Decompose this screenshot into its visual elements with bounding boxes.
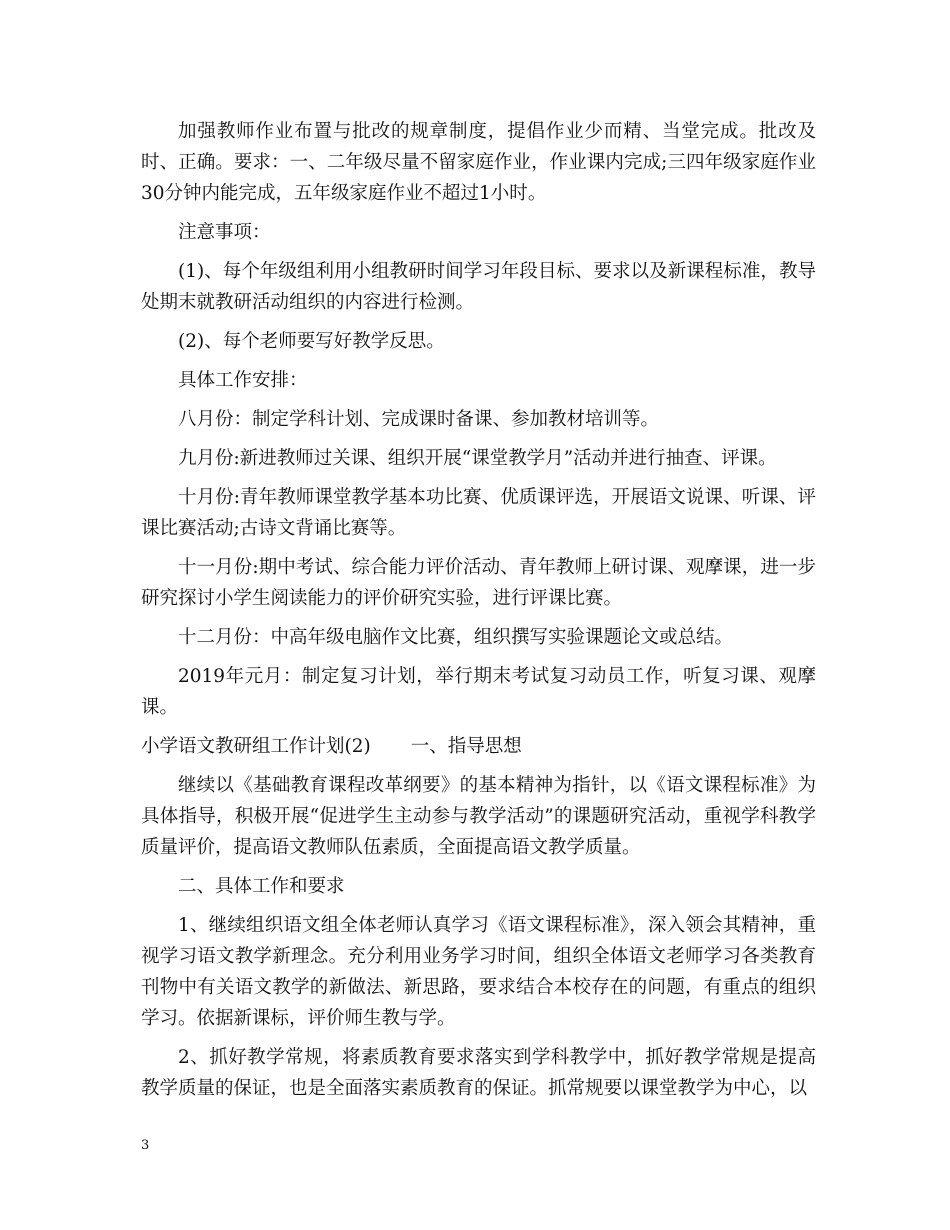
paragraph-december: 十二月份：中高年级电脑作文比赛，组织撰写实验课题论文或总结。 <box>178 627 734 648</box>
paragraph-guiding-ideas: 继续以《基础教育课程改革纲要》的基本精神为指针，以《语文课程标准》为具体指导，积极开展“促进学生主动参与教学活动”的课题研究活动，重视学科教学质量评价，提高语文教师队伍素质，全面提高语文教学质量。 <box>141 775 816 858</box>
paragraph-january: 2019年元月：制定复习计划，举行期末考试复习动员工作，听复习课、观摩课。 <box>141 666 816 718</box>
document-body <box>141 116 816 1112</box>
paragraph-item-2: 2、抓好教学常规，将素质教育要求落实到学科教学中，抓好教学常规是提高教学质量的保证，也是全面落实素质教育的保证。抓常规要以课堂教学为中心，以 <box>141 1047 816 1099</box>
paragraph-item-1: 1、继续组织语文组全体老师认真学习《语文课程标准》，深入领会其精神，重视学习语文教学新理念。充分利用业务学习时间，组织全体语文老师学习各类教育刊物中有关语文教学的新做法、新思路，要求结合本校存在的问题，有重点的组织学习。依据新课标，评价师生教与学。 <box>141 915 816 1029</box>
page-number: 3 <box>141 1138 150 1153</box>
section-heading <box>141 731 816 762</box>
paragraph-september: 九月份:新进教师过关课、组织开展“课堂教学月”活动并进行抽查、评课。 <box>178 448 777 469</box>
section-title: 小学语文教研组工作计划(2) <box>141 736 371 757</box>
paragraph-schedule-heading: 具体工作安排： <box>178 370 308 391</box>
paragraph-homework-rules: 加强教师作业布置与批改的规章制度，提倡作业少而精、当堂完成。批改及时、正确。要求：一、二年级尽量不留家庭作业，作业课内完成;三四年级家庭作业30分钟内能完成，五年级家庭作业不超过1小时。 <box>141 121 816 204</box>
paragraph-note-2: (2)、每个老师要写好教学反思。 <box>178 331 445 352</box>
paragraph-notes-heading: 注意事项： <box>178 222 271 243</box>
paragraph-august: 八月份：制定学科计划、完成课时备课、参加教材培训等。 <box>178 409 660 430</box>
paragraph-note-1: (1)、每个年级组利用小组教研时间学习年段目标、要求以及新课程标准，教导处期末就教研活动组织的内容进行检测。 <box>141 261 816 313</box>
paragraph-october: 十月份:青年教师课堂教学基本功比赛、优质课评选，开展语文说课、听课、评课比赛活动;古诗文背诵比赛等。 <box>141 487 816 539</box>
section-subtitle: 一、指导思想 <box>410 736 522 757</box>
paragraph-section-two-heading: 二、具体工作和要求 <box>178 876 345 897</box>
paragraph-november: 十一月份:期中考试、综合能力评价活动、青年教师上研讨课、观摩课，进一步研究探讨小学生阅读能力的评价研究实验，进行评课比赛。 <box>141 557 816 609</box>
